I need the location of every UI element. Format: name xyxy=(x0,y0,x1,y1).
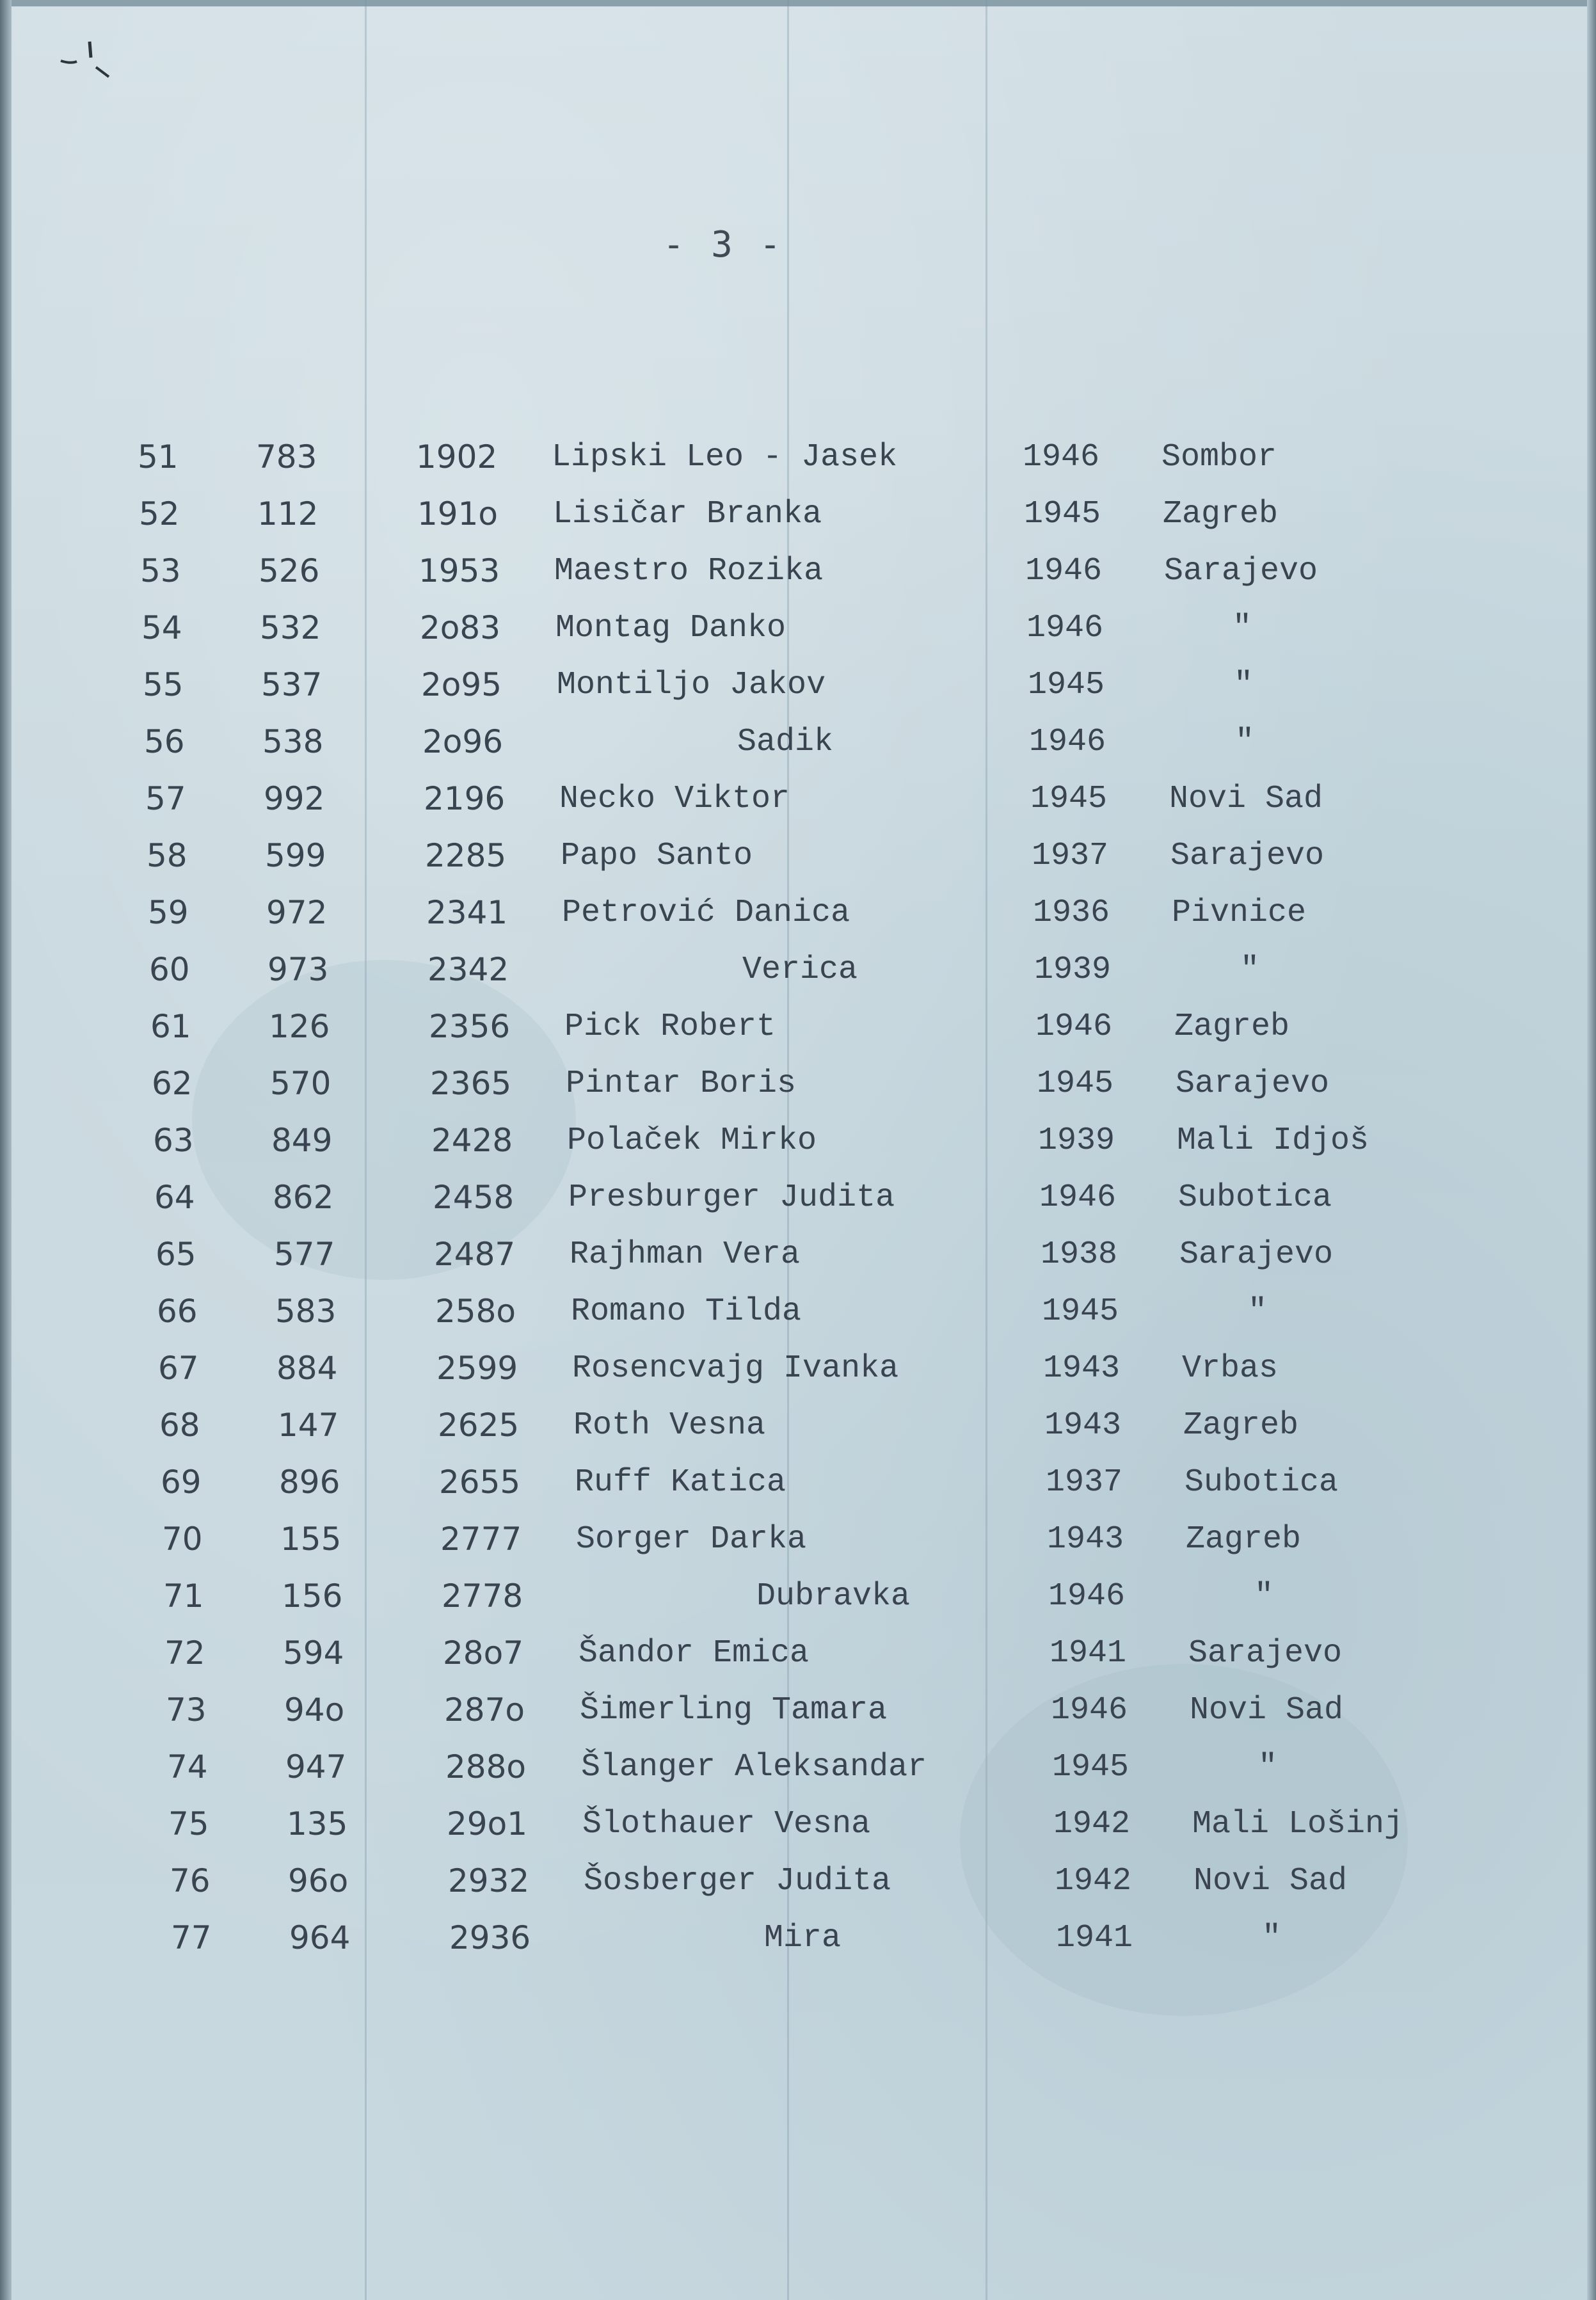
row-number: 53 xyxy=(140,552,181,589)
person-name: Pick Robert xyxy=(564,1009,776,1045)
place-name: " xyxy=(1240,952,1260,988)
table-row xyxy=(0,1796,1596,1853)
person-name: Verica xyxy=(742,952,858,988)
birth-year: 1945 xyxy=(1037,1066,1114,1102)
record-id: 2365 xyxy=(430,1065,512,1102)
person-name: Montiljo Jakov xyxy=(557,667,826,703)
row-number: 77 xyxy=(171,1919,212,1956)
person-name: Maestro Rozika xyxy=(554,553,824,589)
record-id: 28o7 xyxy=(443,1634,524,1672)
row-number: 67 xyxy=(158,1350,199,1387)
record-id: 2428 xyxy=(431,1122,513,1159)
table-row xyxy=(0,1853,1596,1910)
record-id: 2o96 xyxy=(422,723,504,760)
record-id: 2341 xyxy=(426,894,508,931)
table-row xyxy=(0,941,1596,998)
person-name: Lisičar Branka xyxy=(553,496,822,532)
birth-year: 1946 xyxy=(1025,553,1103,589)
birth-year: 1946 xyxy=(1035,1009,1113,1045)
register-number: 964 xyxy=(289,1919,351,1956)
table-row xyxy=(0,827,1596,884)
birth-year: 1945 xyxy=(1052,1749,1129,1785)
table-row xyxy=(0,429,1596,486)
birth-year: 1946 xyxy=(1048,1578,1126,1615)
birth-year: 1939 xyxy=(1034,952,1112,988)
birth-year: 1946 xyxy=(1051,1692,1128,1729)
table-row xyxy=(0,600,1596,657)
birth-year: 1946 xyxy=(1039,1179,1117,1216)
ink-mark xyxy=(58,38,115,83)
place-name: Sarajevo xyxy=(1179,1236,1334,1273)
birth-year: 1937 xyxy=(1046,1464,1123,1501)
birth-year: 1945 xyxy=(1024,496,1101,532)
place-name: Novi Sad xyxy=(1169,781,1323,817)
place-name: Novi Sad xyxy=(1193,1863,1348,1899)
place-name: Sombor xyxy=(1161,439,1277,475)
place-name: " xyxy=(1234,667,1254,703)
row-number: 76 xyxy=(170,1862,211,1899)
row-number: 75 xyxy=(168,1805,209,1842)
table-row xyxy=(0,486,1596,543)
row-number: 61 xyxy=(150,1008,191,1045)
table-row xyxy=(0,1283,1596,1340)
place-name: " xyxy=(1254,1578,1274,1615)
record-id: 1902 xyxy=(416,438,498,475)
place-name: Subotica xyxy=(1178,1179,1332,1216)
person-name: Ruff Katica xyxy=(575,1464,786,1501)
register-table xyxy=(0,429,1596,1967)
record-id: 2342 xyxy=(427,951,509,988)
birth-year: 1941 xyxy=(1056,1920,1133,1956)
paper-top-edge xyxy=(0,0,1596,6)
register-number: 112 xyxy=(257,495,319,532)
record-id: 2o95 xyxy=(421,666,502,703)
person-name: Mira xyxy=(764,1920,842,1956)
person-name: Polaček Mirko xyxy=(567,1122,817,1159)
place-name: Zagreb xyxy=(1183,1407,1299,1444)
register-number: 947 xyxy=(285,1748,347,1785)
row-number: 64 xyxy=(154,1179,195,1216)
person-name: Rajhman Vera xyxy=(570,1236,801,1273)
birth-year: 1938 xyxy=(1041,1236,1118,1273)
table-row xyxy=(0,1910,1596,1967)
row-number: 51 xyxy=(138,438,179,475)
table-row xyxy=(0,1340,1596,1397)
row-number: 65 xyxy=(156,1236,196,1273)
person-name: Necko Viktor xyxy=(559,781,790,817)
register-number: 594 xyxy=(283,1634,344,1672)
row-number: 59 xyxy=(148,894,189,931)
record-id: 2458 xyxy=(433,1179,515,1216)
birth-year: 1936 xyxy=(1033,895,1110,931)
table-row xyxy=(0,1625,1596,1682)
register-number: 972 xyxy=(266,894,328,931)
birth-year: 1939 xyxy=(1038,1122,1115,1159)
record-id: 1953 xyxy=(419,552,500,589)
register-number: 570 xyxy=(270,1065,331,1102)
row-number: 68 xyxy=(159,1407,200,1444)
register-number: 783 xyxy=(256,438,317,475)
person-name: Romano Tilda xyxy=(571,1293,802,1330)
record-id: 2778 xyxy=(442,1577,523,1615)
table-row xyxy=(0,1397,1596,1454)
table-row xyxy=(0,1454,1596,1511)
place-name: Subotica xyxy=(1185,1464,1339,1501)
birth-year: 1946 xyxy=(1023,439,1100,475)
register-number: 156 xyxy=(282,1577,343,1615)
row-number: 74 xyxy=(167,1748,208,1785)
birth-year: 1943 xyxy=(1044,1407,1122,1444)
person-name: Sorger Darka xyxy=(576,1521,807,1558)
record-id: 2625 xyxy=(438,1407,520,1444)
birth-year: 1945 xyxy=(1028,667,1105,703)
record-id: 2487 xyxy=(434,1236,516,1273)
record-id: 2932 xyxy=(448,1862,530,1899)
place-name: " xyxy=(1258,1749,1278,1785)
place-name: " xyxy=(1248,1293,1268,1330)
register-number: 538 xyxy=(262,723,324,760)
place-name: Zagreb xyxy=(1174,1009,1290,1045)
row-number: 63 xyxy=(153,1122,194,1159)
register-number: 126 xyxy=(269,1008,330,1045)
row-number: 70 xyxy=(162,1521,203,1558)
row-number: 54 xyxy=(141,609,182,646)
person-name: Presburger Judita xyxy=(568,1179,895,1216)
record-id: 2655 xyxy=(439,1464,521,1501)
person-name: Petrović Danica xyxy=(562,895,850,931)
table-row xyxy=(0,1739,1596,1796)
row-number: 55 xyxy=(143,666,184,703)
person-name: Šosberger Judita xyxy=(584,1863,891,1899)
table-row xyxy=(0,1568,1596,1625)
table-row xyxy=(0,1055,1596,1112)
row-number: 69 xyxy=(161,1464,202,1501)
record-id: 2o83 xyxy=(420,609,501,646)
table-row xyxy=(0,1112,1596,1169)
register-number: 599 xyxy=(265,837,326,874)
row-number: 73 xyxy=(166,1691,207,1729)
record-id: 2196 xyxy=(424,780,506,817)
row-number: 66 xyxy=(157,1293,198,1330)
register-number: 147 xyxy=(278,1407,339,1444)
register-number: 896 xyxy=(279,1464,340,1501)
row-number: 62 xyxy=(152,1065,193,1102)
place-name: Sarajevo xyxy=(1170,838,1325,874)
register-number: 537 xyxy=(261,666,323,703)
birth-year: 1943 xyxy=(1047,1521,1124,1558)
row-number: 52 xyxy=(139,495,180,532)
table-row xyxy=(0,771,1596,827)
table-row xyxy=(0,657,1596,714)
row-number: 60 xyxy=(149,951,190,988)
register-number: 135 xyxy=(287,1805,348,1842)
place-name: Sarajevo xyxy=(1176,1066,1330,1102)
place-name: Zagreb xyxy=(1163,496,1279,532)
register-number: 973 xyxy=(267,951,329,988)
row-number: 58 xyxy=(147,837,188,874)
place-name: Novi Sad xyxy=(1190,1692,1344,1729)
place-name: " xyxy=(1235,724,1255,760)
table-row xyxy=(0,1682,1596,1739)
person-name: Dubravka xyxy=(756,1578,911,1615)
person-name: Lipski Leo - Jasek xyxy=(552,439,898,475)
register-number: 583 xyxy=(275,1293,337,1330)
register-number: 992 xyxy=(264,780,325,817)
record-id: 288o xyxy=(445,1748,527,1785)
record-id: 2936 xyxy=(449,1919,531,1956)
person-name: Šimerling Tamara xyxy=(580,1692,888,1729)
person-name: Rosencvajg Ivanka xyxy=(572,1350,899,1387)
register-number: 849 xyxy=(271,1122,333,1159)
person-name: Šlanger Aleksandar xyxy=(581,1749,927,1785)
register-number: 96o xyxy=(288,1862,349,1899)
table-row xyxy=(0,1169,1596,1226)
place-name: " xyxy=(1262,1920,1282,1956)
row-number: 56 xyxy=(144,723,185,760)
person-name: Papo Santo xyxy=(561,838,753,874)
birth-year: 1945 xyxy=(1042,1293,1119,1330)
register-number: 532 xyxy=(260,609,321,646)
place-name: Pivnice xyxy=(1172,895,1307,931)
birth-year: 1943 xyxy=(1043,1350,1121,1387)
record-id: 29o1 xyxy=(447,1805,528,1842)
birth-year: 1942 xyxy=(1055,1863,1132,1899)
place-name: " xyxy=(1233,610,1252,646)
place-name: Zagreb xyxy=(1186,1521,1302,1558)
register-number: 884 xyxy=(276,1350,338,1387)
person-name: Roth Vesna xyxy=(573,1407,766,1444)
row-number: 72 xyxy=(164,1634,205,1672)
table-row xyxy=(0,884,1596,941)
record-id: 2356 xyxy=(429,1008,511,1045)
birth-year: 1945 xyxy=(1030,781,1108,817)
record-id: 2599 xyxy=(436,1350,518,1387)
register-number: 862 xyxy=(273,1179,334,1216)
record-id: 191o xyxy=(417,495,499,532)
register-number: 526 xyxy=(259,552,320,589)
page-number: - 3 - xyxy=(662,224,784,266)
birth-year: 1942 xyxy=(1053,1806,1131,1842)
table-row xyxy=(0,1511,1596,1568)
place-name: Sarajevo xyxy=(1188,1635,1343,1672)
place-name: Vrbas xyxy=(1182,1350,1279,1387)
record-id: 258o xyxy=(435,1293,516,1330)
register-number: 155 xyxy=(280,1521,342,1558)
record-id: 2777 xyxy=(440,1521,522,1558)
person-name: Šlothauer Vesna xyxy=(582,1806,871,1842)
place-name: Sarajevo xyxy=(1164,553,1318,589)
place-name: Mali Idjoš xyxy=(1177,1122,1369,1159)
person-name: Sadik xyxy=(737,724,834,760)
table-row xyxy=(0,714,1596,771)
birth-year: 1937 xyxy=(1032,838,1109,874)
table-row xyxy=(0,543,1596,600)
person-name: Montag Danko xyxy=(555,610,786,646)
register-number: 94o xyxy=(284,1691,345,1729)
row-number: 57 xyxy=(145,780,186,817)
register-number: 577 xyxy=(274,1236,335,1273)
person-name: Pintar Boris xyxy=(566,1066,797,1102)
table-row xyxy=(0,998,1596,1055)
person-name: Šandor Emica xyxy=(579,1635,810,1672)
place-name: Mali Lošinj xyxy=(1192,1806,1404,1842)
record-id: 2285 xyxy=(425,837,507,874)
birth-year: 1946 xyxy=(1029,724,1106,760)
record-id: 287o xyxy=(444,1691,525,1729)
table-row xyxy=(0,1226,1596,1283)
row-number: 71 xyxy=(163,1577,204,1615)
birth-year: 1946 xyxy=(1026,610,1104,646)
birth-year: 1941 xyxy=(1049,1635,1127,1672)
